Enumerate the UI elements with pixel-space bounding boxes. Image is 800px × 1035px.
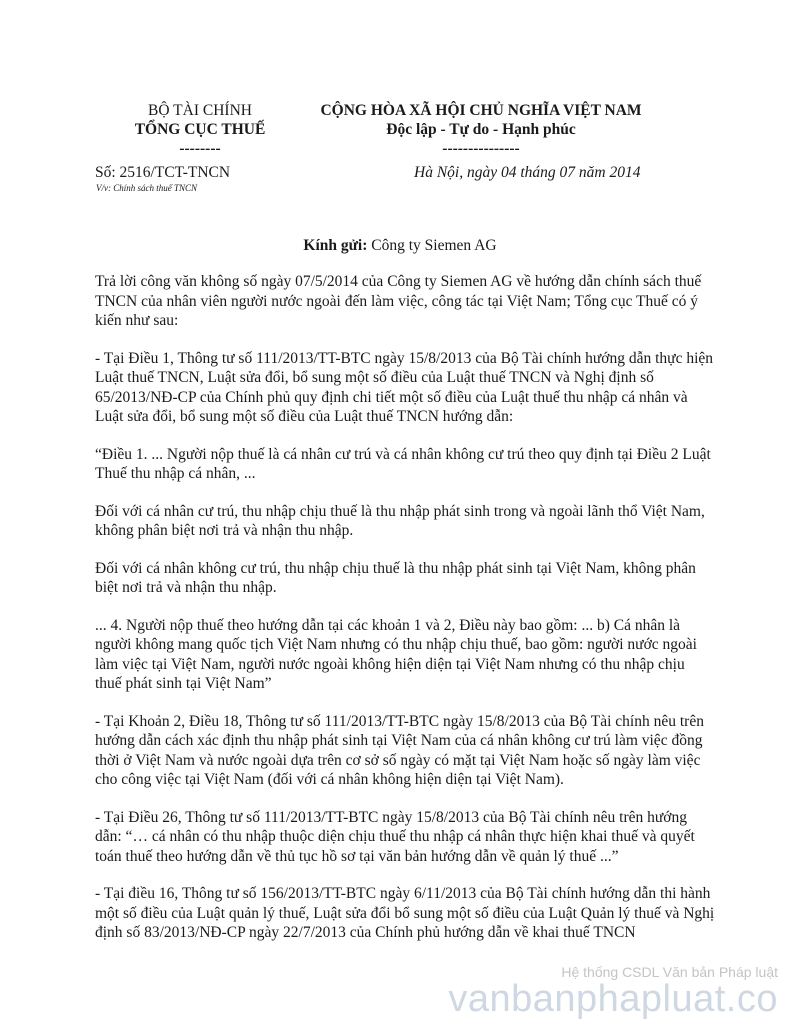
paragraph: “Điều 1. ... Người nộp thuế là cá nhân cư trú và cá nhân không cư trú theo quy định tại Điều 2 Luật Thuế thu nhập cá nhân, ... bbox=[95, 445, 711, 482]
paragraph: Đối với cá nhân cư trú, thu nhập chịu thuế là thu nhập phát sinh trong và ngoài lãnh thổ Việt Nam, không phân biệt nơi trả và nhận thu nhập. bbox=[95, 502, 705, 539]
document-subject: V/v: Chính sách thuế TNCN bbox=[96, 183, 197, 193]
paragraph: - Tại Điều 1, Thông tư số 111/2013/TT-BTC ngày 15/8/2013 của Bộ Tài chính hướng dẫn thực hiện Luật thuế TNCN, Luật sửa đổi, bổ sung một số điều của Luật thuế TNCN và Nghị định số 65/2013/NĐ-CP của Chính phủ quy định chi tiết một số điều của Luật thuế thu nhập cá nhân và Luật sửa đổi, bổ sung một số điều của Luật thuế TNCN hướng dẫn: bbox=[95, 349, 714, 425]
paragraph: Trả lời công văn không số ngày 07/5/2014 của Công ty Siemen AG về hướng dẫn chính sách thuế TNCN của nhân viên người nước ngoài đến làm việc, công tác tại Việt Nam; Tổng cục Thuế có ý kiến như sau: bbox=[95, 273, 702, 329]
watermark-url: vanbanphapluat.co bbox=[448, 978, 778, 1020]
issuer-separator: -------- bbox=[179, 140, 221, 157]
paragraph: - Tại Khoản 2, Điều 18, Thông tư số 111/2013/TT-BTC ngày 15/8/2013 của Bộ Tài chính nêu trên hướng dẫn cách xác định thu nhập phát sinh tại Việt Nam của cá nhân không cư trú làm việc đồng thời ở Việt Nam và nước ngoài dựa trên cơ sở số ngày có mặt tại Việt Nam hoặc số ngày làm việc cho công việc tại Việt Nam (đối với cá nhân không hiện diện tại Việt Nam). bbox=[95, 712, 704, 788]
ministry-name: BỘ TÀI CHÍNH bbox=[148, 102, 252, 119]
issuer-block bbox=[110, 101, 290, 158]
recipient-name: Công ty Siemen AG bbox=[367, 237, 497, 254]
watermark-caption: Hệ thống CSDL Văn bản Pháp luật bbox=[561, 964, 778, 980]
country-name: CỘNG HÒA XÃ HỘI CHỦ NGHĨA VIỆT NAM bbox=[320, 102, 642, 119]
document-number: Số: 2516/TCT-TNCN bbox=[95, 164, 231, 181]
national-motto: Độc lập - Tự do - Hạnh phúc bbox=[386, 121, 576, 138]
recipient-line bbox=[0, 237, 800, 255]
paragraph: - Tại Điều 26, Thông tư số 111/2013/TT-BTC ngày 15/8/2013 của Bộ Tài chính nêu trên hướng dẫn: “… cá nhân có thu nhập thuộc diện chịu thuế thu nhập cá nhân thực hiện khai thuế và quyết toán thuế theo hướng dẫn về thủ tục hồ sơ tại văn bản hướng dẫn về quản lý thuế ...” bbox=[95, 808, 695, 865]
motto-separator: --------------- bbox=[442, 140, 520, 157]
document-date: Hà Nội, ngày 04 tháng 07 năm 2014 bbox=[414, 164, 641, 181]
paragraph: - Tại điều 16, Thông tư số 156/2013/TT-BTC ngày 6/11/2013 của Bộ Tài chính hướng dẫn thi hành một số điều của Luật quản lý thuế, Luật sửa đổi bổ sung một số điều của Luật Quản lý thuế và Nghị định số 83/2013/NĐ-CP ngày 22/7/2013 của Chính phủ hướng dẫn về khai thuế TNCN bbox=[95, 885, 715, 941]
letter-body bbox=[95, 272, 715, 961]
paragraph: Đối với cá nhân không cư trú, thu nhập chịu thuế là thu nhập phát sinh tại Việt Nam, không phân biệt nơi trả và nhận thu nhập. bbox=[95, 559, 696, 596]
department-name: TỔNG CỤC THUẾ bbox=[134, 121, 266, 138]
paragraph: ... 4. Người nộp thuế theo hướng dẫn tại các khoản 1 và 2, Điều này bao gồm: ... b) Cá nhân là người không mang quốc tịch Việt Nam nhưng có thu nhập chịu thuế, bao gồm: người nước ngoài làm việc tại Việt Nam, người nước ngoài không hiện diện tại Việt Nam nhưng có thu nhập chịu thuế phát sinh tại Việt Nam” bbox=[95, 616, 697, 692]
national-header bbox=[300, 101, 662, 158]
recipient-label: Kính gửi: bbox=[303, 237, 368, 254]
